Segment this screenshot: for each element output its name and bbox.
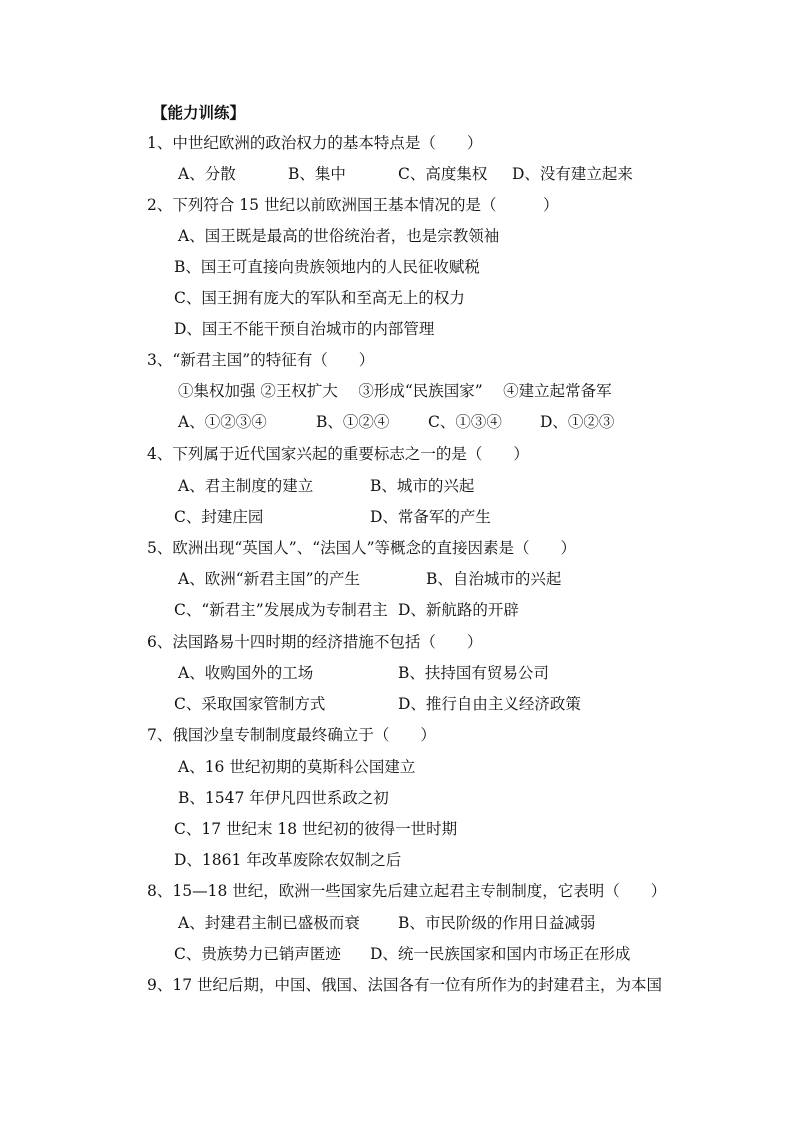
- q6-option-c: C、采取国家管制方式: [174, 695, 326, 713]
- q7-option-b: B、1547 年伊凡四世系政之初: [178, 789, 389, 807]
- q3-option-d: D、①②③: [540, 413, 615, 431]
- q1-option-d: D、没有建立起来: [512, 165, 633, 183]
- q7-option-c: C、17 世纪末 18 世纪初的彼得一世时期: [174, 820, 458, 838]
- q1-option-c: C、高度集权: [398, 165, 488, 183]
- q6-option-b: B、扶持国有贸易公司: [398, 664, 549, 682]
- q3-option-c: C、①③④: [428, 413, 502, 431]
- q7-option-d: D、1861 年改革废除农奴制之后: [174, 851, 402, 869]
- q4-option-a: A、君主制度的建立: [178, 477, 314, 495]
- q1-option-a: A、分散: [178, 165, 236, 183]
- q5-option-a: A、欧洲“新君主国”的产生: [178, 570, 361, 588]
- q5-option-b: B、自治城市的兴起: [426, 570, 562, 588]
- q2-option-c: C、国王拥有庞大的军队和至高无上的权力: [174, 289, 465, 307]
- q2-option-b: B、国王可直接向贵族领地内的人民征收赋税: [174, 258, 480, 276]
- q4-option-d: D、常备军的产生: [370, 508, 491, 526]
- question-4-stem: 4、下列属于近代国家兴起的重要标志之一的是（ ）: [147, 445, 529, 463]
- question-5-stem: 5、欧洲出现“英国人”、“法国人”等概念的直接因素是（ ）: [147, 539, 577, 557]
- question-8-stem: 8、15—18 世纪，欧洲一些国家先后建立起君主专制制度，它表明（ ）: [147, 882, 667, 900]
- question-3-stem: 3、“新君主国”的特征有（ ）: [147, 351, 375, 369]
- q6-option-a: A、收购国外的工场: [178, 664, 314, 682]
- q1-option-b: B、集中: [288, 165, 346, 183]
- q4-option-b: B、城市的兴起: [370, 477, 475, 495]
- q4-option-c: C、封建庄园: [174, 508, 264, 526]
- q2-option-d: D、国王不能干预自治城市的内部管理: [174, 320, 435, 338]
- q3-option-b: B、①②④: [316, 413, 390, 431]
- q2-option-a: A、国王既是最高的世俗统治者，也是宗教领袖: [178, 227, 500, 245]
- q3-items: ①集权加强 ②王权扩大 ③形成“民族国家” ④建立起常备军: [178, 382, 612, 400]
- q8-option-b: B、市民阶级的作用日益减弱: [398, 914, 596, 932]
- question-6-stem: 6、法国路易十四时期的经济措施不包括（ ）: [147, 633, 483, 651]
- q3-option-a: A、①②③④: [178, 413, 267, 431]
- q8-option-c: C、贵族势力已销声匿迹: [174, 945, 341, 963]
- q8-option-d: D、统一民族国家和国内市场正在形成: [370, 945, 631, 963]
- q8-option-a: A、封建君主制已盛极而衰: [178, 914, 360, 932]
- q7-option-a: A、16 世纪初期的莫斯科公国建立: [178, 758, 416, 776]
- question-1-stem: 1、中世纪欧洲的政治权力的基本特点是（ ）: [147, 134, 483, 152]
- q5-option-d: D、新航路的开辟: [398, 601, 519, 619]
- question-9-stem: 9、17 世纪后期，中国、俄国、法国各有一位有所作为的封建君主，为本国: [147, 976, 663, 994]
- question-7-stem: 7、俄国沙皇专制制度最终确立于（ ）: [147, 726, 436, 744]
- section-title: 【能力训练】: [152, 104, 246, 122]
- q5-option-c: C、“新君主”发展成为专制君主: [174, 601, 388, 619]
- q6-option-d: D、推行自由主义经济政策: [398, 695, 581, 713]
- question-2-stem: 2、下列符合 15 世纪以前欧洲国王基本情况的是（ ）: [147, 196, 559, 214]
